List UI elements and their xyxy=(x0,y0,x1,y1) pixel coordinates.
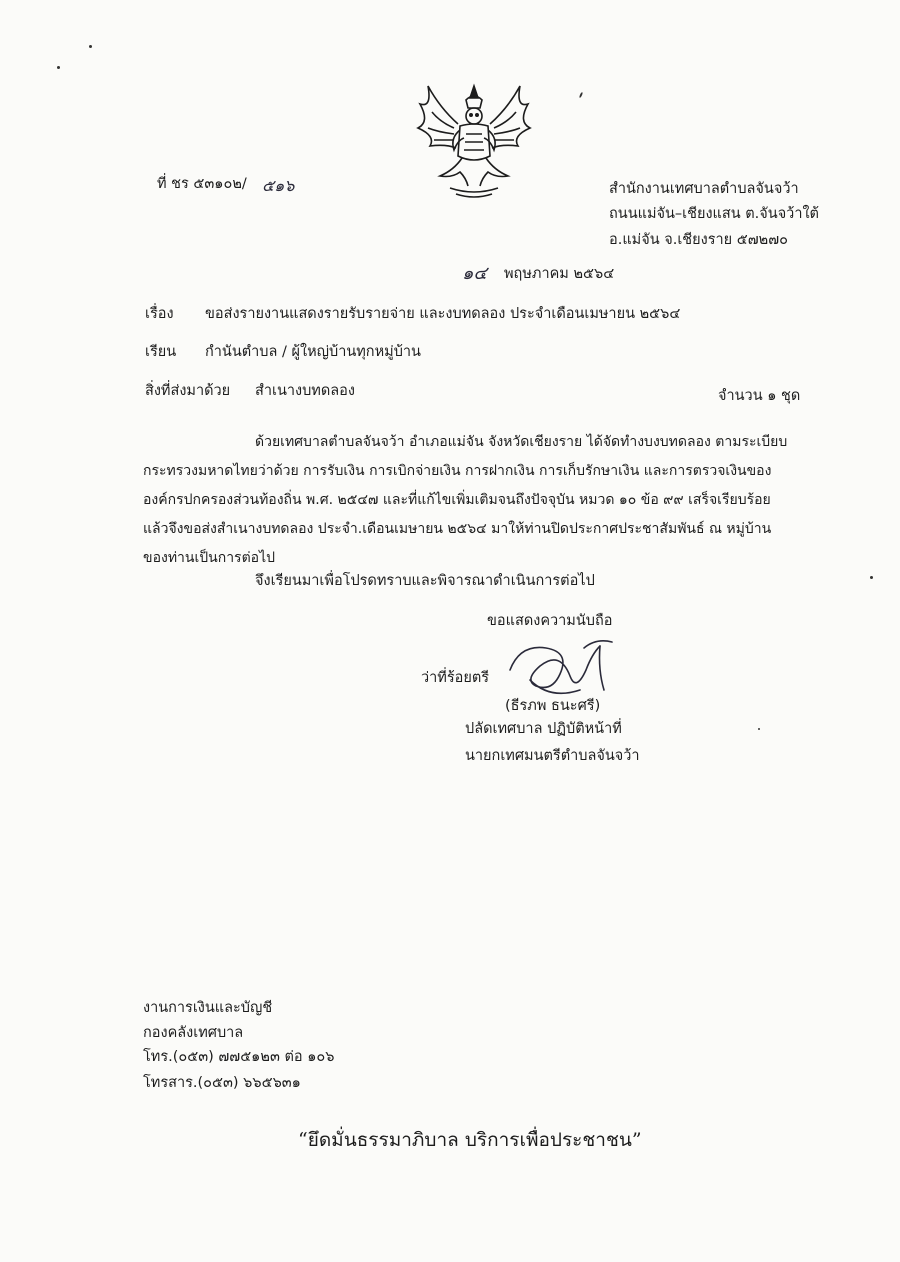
scan-speck xyxy=(57,66,60,69)
closing-request: จึงเรียนมาเพื่อโปรดทราบและพิจารณาดำเนินการต่อไป xyxy=(255,573,595,589)
footer-division: กองคลังเทศบาล xyxy=(143,1025,244,1041)
body-line-4: แล้วจึงขอส่งสำเนางบทดลอง ประจำ.เดือนเมษายน ๒๕๖๔ มาให้ท่านปิดประกาศประชาสัมพันธ์ ณ หมู่บ้าน xyxy=(143,521,772,537)
signer-position-2: นายกเทศมนตรีตำบลจันจว้า xyxy=(465,748,640,764)
subject-label: เรื่อง xyxy=(145,306,174,322)
office-name: สำนักงานเทศบาลตำบลจันจว้า xyxy=(609,181,799,197)
office-road: ถนนแม่จัน–เชียงแสน ต.จันจว้าใต้ xyxy=(609,206,819,222)
footer-department: งานการเงินและบัญชี xyxy=(143,1000,273,1016)
scan-speck xyxy=(89,45,92,48)
footer-fax: โทรสาร.(๐๕๓) ๖๖๕๖๓๑ xyxy=(143,1075,301,1091)
signer-position-1: ปลัดเทศบาล ปฏิบัติหน้าที่ xyxy=(465,721,622,737)
body-line-3: องค์กรปกครองส่วนท้องถิ่น พ.ศ. ๒๕๔๗ และที่แก้ไขเพิ่มเติมจนถึงปัจจุบัน หมวด ๑๐ ข้อ ๙๙ เสร็จเรียบร้อย xyxy=(143,492,771,508)
enclosure-text: สำเนางบทดลอง xyxy=(255,383,355,399)
signer-rank: ว่าที่ร้อยตรี xyxy=(421,670,490,686)
salutation-label: เรียน xyxy=(145,344,177,360)
date-month-year: พฤษภาคม ๒๕๖๔ xyxy=(504,266,615,282)
signer-name: (ธีรภพ ธนะศรี) xyxy=(505,698,601,714)
salutation-text: กำนันตำบล / ผู้ใหญ่บ้านทุกหมู่บ้าน xyxy=(205,344,421,360)
footer-phone: โทร.(๐๕๓) ๗๗๕๑๒๓ ต่อ ๑๐๖ xyxy=(143,1049,335,1065)
scan-speck xyxy=(579,92,583,98)
motto: “ยึดมั่นธรรมาภิบาล บริการเพื่อประชาชน” xyxy=(298,1129,642,1151)
garuda-emblem-icon xyxy=(410,78,538,202)
subject-text: ขอส่งรายงานแสดงรายรับรายจ่าย และงบทดลอง ประจำเดือนเมษายน ๒๕๖๔ xyxy=(205,306,681,322)
handwritten-signature xyxy=(500,630,620,702)
body-line-1: ด้วยเทศบาลตำบลจันจว้า อำเภอแม่จัน จังหวัดเชียงราย ได้จัดทำงบงบทดลอง ตามระเบียบ xyxy=(255,434,788,450)
body-line-5: ของท่านเป็นการต่อไป xyxy=(143,550,276,566)
handwritten-document-number: ๕๑๖ xyxy=(262,176,295,195)
handwritten-day: ๑๔ xyxy=(462,263,488,284)
document-number: ที่ ชร ๕๓๑๐๒/ xyxy=(157,176,247,192)
office-district: อ.แม่จัน จ.เชียงราย ๕๗๒๗๐ xyxy=(609,232,788,248)
body-line-2: กระทรวงมหาดไทยว่าด้วย การรับเงิน การเบิกจ่ายเงิน การฝากเงิน การเก็บรักษาเงิน และการตรวจเงินของ xyxy=(143,463,772,479)
enclosure-quantity: จำนวน ๑ ชุด xyxy=(718,388,801,404)
scan-speck xyxy=(758,728,760,730)
enclosure-label: สิ่งที่ส่งมาด้วย xyxy=(145,383,231,399)
closing: ขอแสดงความนับถือ xyxy=(487,613,613,629)
scan-speck xyxy=(870,576,873,579)
